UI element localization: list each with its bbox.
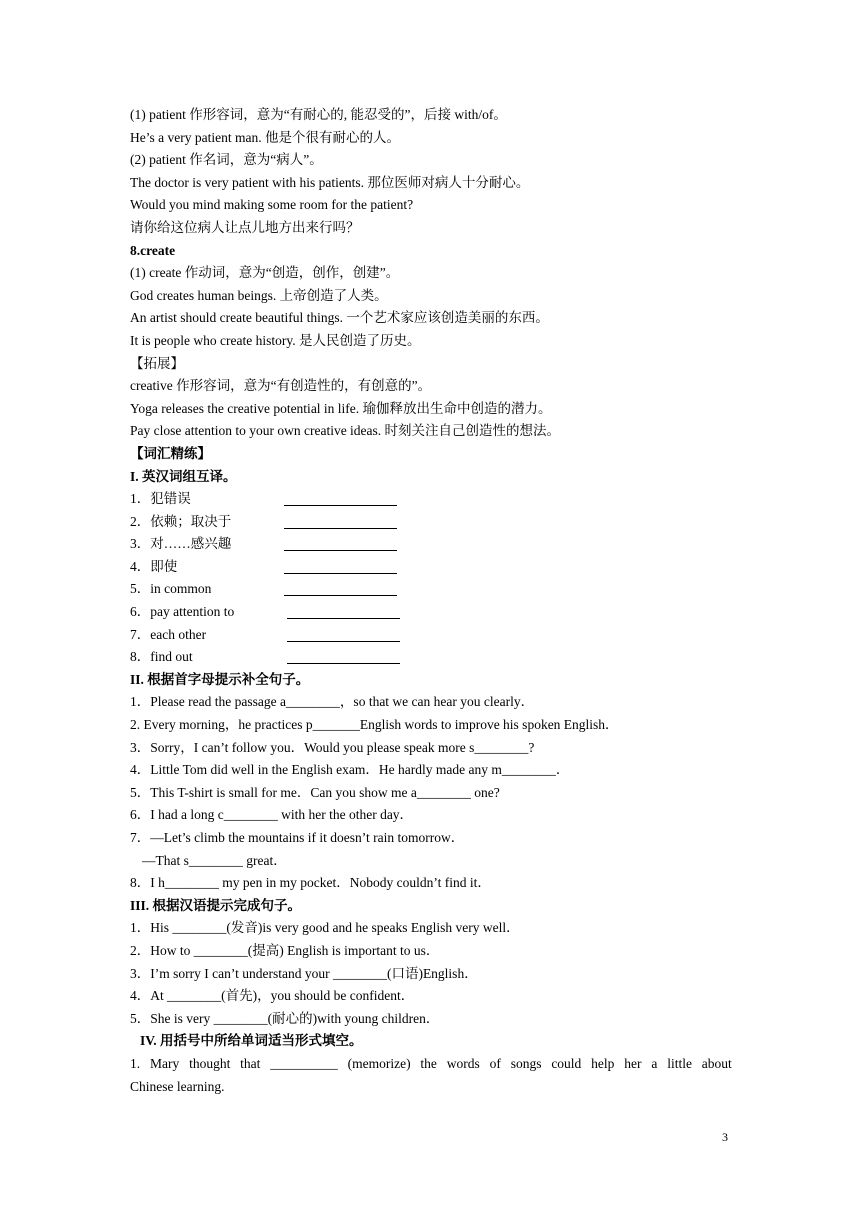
exercise-item: 4．At ________(首先)，you should be confident． <box>130 988 415 1004</box>
vocab-prompt: 7．each other <box>130 626 207 642</box>
exercise-item-continued: Chinese learning. <box>130 1078 225 1094</box>
word: help <box>591 1055 615 1071</box>
vocab-item <box>130 646 732 669</box>
section-2-title: II. 根据首字母提示补全句子。 <box>130 671 310 687</box>
word: little <box>667 1055 692 1071</box>
exercise-item-reply: —That s________ great． <box>142 852 287 868</box>
text-line: Would you mind making some room for the patient? <box>130 197 414 213</box>
vocab-prompt: 3．对……感兴趣 <box>130 536 232 552</box>
exercise-item: 3．Sorry，I can’t follow you．Would you please speak more s________? <box>130 739 535 755</box>
text-line: The doctor is very patient with his patients. 那位医师对病人十分耐心。 <box>130 174 530 190</box>
text-line: (2) patient 作名词，意为“病人”。 <box>130 152 323 168</box>
text-line: It is people who create history. 是人民创造了历史。 <box>130 332 421 348</box>
exercise-item: 8．I h________ my pen in my pocket．Nobody couldn’t find it． <box>130 875 491 891</box>
vocab-item <box>130 511 732 534</box>
word: of <box>489 1055 501 1071</box>
vocab-prompt: 2．依赖；取决于 <box>130 513 232 529</box>
word: her <box>624 1055 642 1071</box>
vocab-item <box>130 556 732 579</box>
answer-blank <box>287 626 400 642</box>
text-line: An artist should create beautiful things. 一个艺术家应该创造美丽的东西。 <box>130 310 549 326</box>
vocab-item <box>130 578 732 601</box>
exercise-item: 5．She is very ________(耐心的)with young children． <box>130 1010 440 1026</box>
document-body <box>130 104 732 1098</box>
answer-blank <box>284 535 397 551</box>
exercise-item: 2. Every morning，he practices p_______English words to improve his spoken English． <box>130 717 619 733</box>
word: 1. <box>130 1055 141 1071</box>
text-line: God creates human beings. 上帝创造了人类。 <box>130 287 388 303</box>
vocab-prompt: 4．即使 <box>130 558 178 574</box>
vocab-prompt: 1．犯错误 <box>130 491 191 507</box>
section-1-title: I. 英汉词组互译。 <box>130 468 237 484</box>
word: a <box>651 1055 658 1071</box>
word: about <box>701 1055 732 1071</box>
answer-blank <box>287 648 400 664</box>
word: words <box>446 1055 480 1071</box>
vocab-prompt: 6．pay attention to <box>130 604 235 620</box>
page-number: 3 <box>722 1130 728 1144</box>
word: the <box>420 1055 437 1071</box>
vocab-item <box>130 533 732 556</box>
word: (memorize) <box>347 1055 411 1071</box>
heading-create: 8.create <box>130 242 176 258</box>
word: could <box>551 1055 582 1071</box>
word: thought <box>189 1055 231 1071</box>
word: that <box>240 1055 261 1071</box>
section-4-title: IV. 用括号中所给单词适当形式填空。 <box>140 1033 363 1049</box>
heading-extension: 【拓展】 <box>130 355 184 371</box>
text-line: (1) create 作动词，意为“创造，创作，创建”。 <box>130 265 400 281</box>
answer-blank: __________ <box>270 1055 338 1071</box>
exercise-item: 4．Little Tom did well in the English exam．He hardly made any m________． <box>130 762 570 778</box>
vocab-prompt: 8．find out <box>130 649 193 665</box>
exercise-item: 7．—Let’s climb the mountains if it doesn’t rain tomorrow． <box>130 830 465 845</box>
answer-blank <box>284 490 397 506</box>
text-line: Yoga releases the creative potential in life. 瑜伽释放出生命中创造的潜力。 <box>130 400 552 416</box>
answer-blank <box>284 513 397 529</box>
exercise-item: 1．Please read the passage a________，so that we can hear you clearly． <box>130 694 535 710</box>
vocab-item <box>130 601 732 624</box>
text-line: creative 作形容词，意为“有创造性的，有创意的”。 <box>130 378 432 394</box>
text-line: He’s a very patient man. 他是个很有耐心的人。 <box>130 129 400 145</box>
vocab-item <box>130 624 732 647</box>
text-line: Pay close attention to your own creative ideas. 时刻关注自己创造性的想法。 <box>130 423 561 439</box>
text-line: (1) patient 作形容词，意为“有耐心的, 能忍受的”，后接 with/of。 <box>130 107 507 122</box>
answer-blank <box>287 603 400 619</box>
exercise-item: 3．I’m sorry I can’t understand your ________(口语)English． <box>130 965 478 981</box>
section-3-title: III. 根据汉语提示完成句子。 <box>130 897 302 913</box>
word: songs <box>510 1055 542 1071</box>
exercise-item: 1．His ________(发音)is very good and he speaks English very well． <box>130 920 520 936</box>
vocab-item <box>130 488 732 511</box>
exercise-item: 2．How to ________(提高) English is important to us． <box>130 942 440 958</box>
vocab-prompt: 5．in common <box>130 581 212 597</box>
answer-blank <box>284 558 397 574</box>
answer-blank <box>284 580 397 596</box>
exercise-item-justified <box>130 1053 732 1076</box>
word: Mary <box>149 1055 180 1071</box>
exercise-item: 5．This T-shirt is small for me．Can you show me a________ one? <box>130 784 500 800</box>
exercise-item: 6．I had a long c________ with her the other day． <box>130 807 414 823</box>
text-line: 请你给这位病人让点儿地方出来行吗？ <box>130 219 360 235</box>
heading-vocab-practice: 【词汇精练】 <box>130 445 211 461</box>
